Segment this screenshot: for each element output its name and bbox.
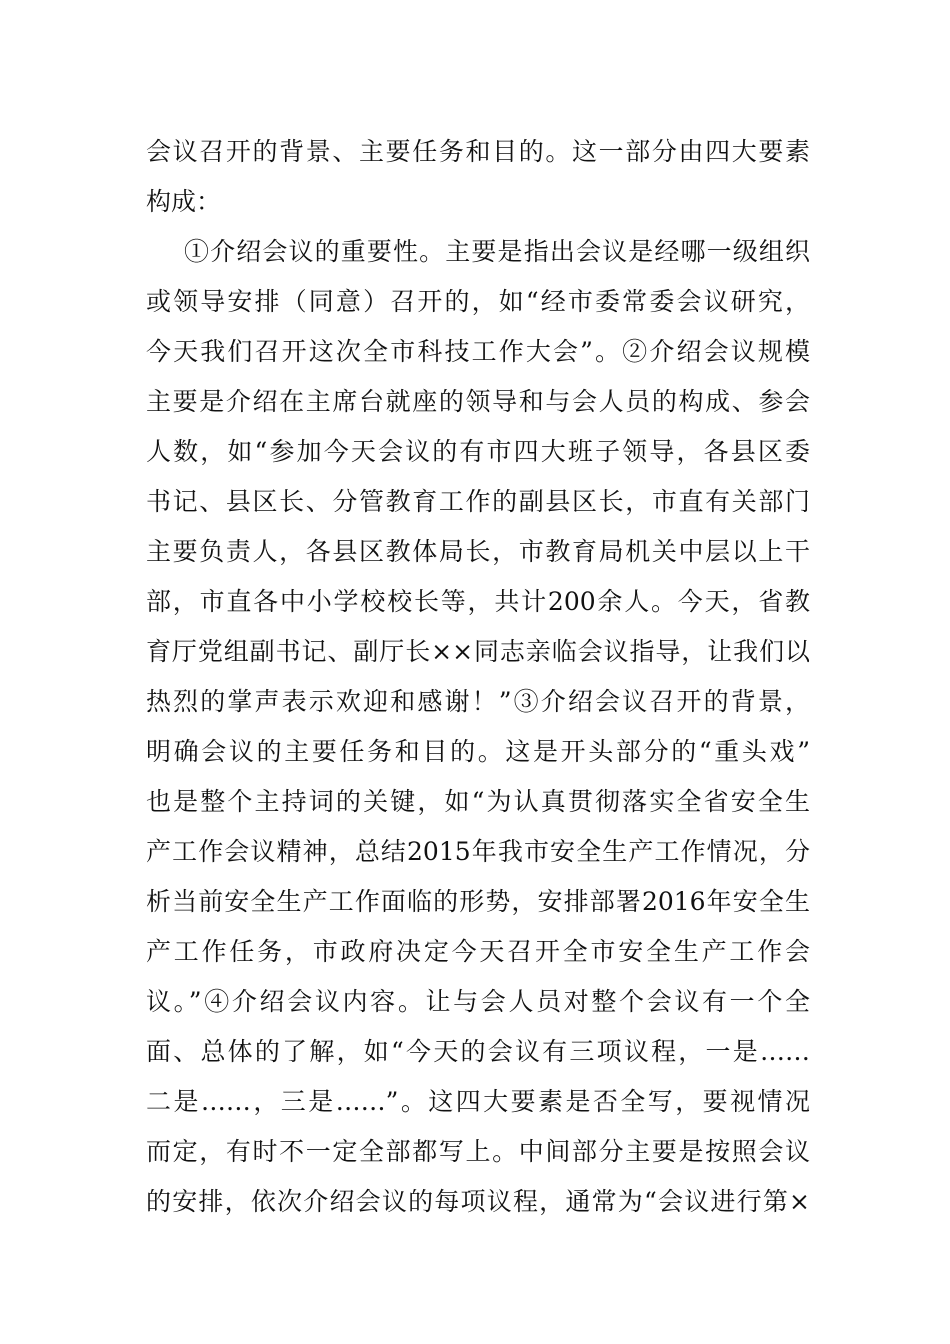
text-line: 育厅党组副书记、副厅长××同志亲临会议指导，让我们以	[146, 637, 810, 666]
text-line: ①介绍会议的重要性。主要是指出会议是经哪一级组织	[184, 237, 810, 266]
text-line: 议。”④介绍会议内容。让与会人员对整个会议有一个全	[146, 987, 810, 1016]
text-line: 热烈的掌声表示欢迎和感谢！”③介绍会议召开的背景，	[146, 687, 810, 716]
text-line: 部，市直各中小学校校长等，共计200余人。今天，省教	[146, 587, 810, 616]
text-line: 构成：	[146, 187, 222, 216]
text-line: 人数，如“参加今天会议的有市四大班子领导，各县区委	[146, 437, 810, 466]
body-text	[146, 127, 810, 1227]
text-line: 也是整个主持词的关键，如“为认真贯彻落实全省安全生	[146, 787, 810, 816]
text-line: 今天我们召开这次全市科技工作大会”。②介绍会议规模	[146, 337, 810, 366]
text-line: 产工作会议精神，总结2015年我市安全生产工作情况，分	[146, 837, 810, 866]
text-line: 会议召开的背景、主要任务和目的。这一部分由四大要素	[146, 137, 810, 166]
text-line: 明确会议的主要任务和目的。这是开头部分的“重头戏”	[146, 737, 810, 766]
text-line: 主要是介绍在主席台就座的领导和与会人员的构成、参会	[146, 387, 810, 416]
text-line: 书记、县区长、分管教育工作的副县区长，市直有关部门	[146, 487, 810, 516]
text-line: 主要负责人，各县区教体局长，市教育局机关中层以上干	[146, 537, 810, 566]
text-line: 二是……，三是……”。这四大要素是否全写，要视情况	[146, 1087, 810, 1116]
text-line: 面、总体的了解，如“今天的会议有三项议程，一是……	[146, 1037, 810, 1066]
text-line: 或领导安排（同意）召开的，如“经市委常委会议研究，	[146, 287, 810, 316]
text-line: 产工作任务，市政府决定今天召开全市安全生产工作会	[146, 937, 810, 966]
text-line: 而定，有时不一定全部都写上。中间部分主要是按照会议	[146, 1137, 810, 1166]
text-line: 的安排，依次介绍会议的每项议程，通常为“会议进行第×	[146, 1187, 810, 1216]
text-line: 析当前安全生产工作面临的形势，安排部署2016年安全生	[146, 887, 810, 916]
